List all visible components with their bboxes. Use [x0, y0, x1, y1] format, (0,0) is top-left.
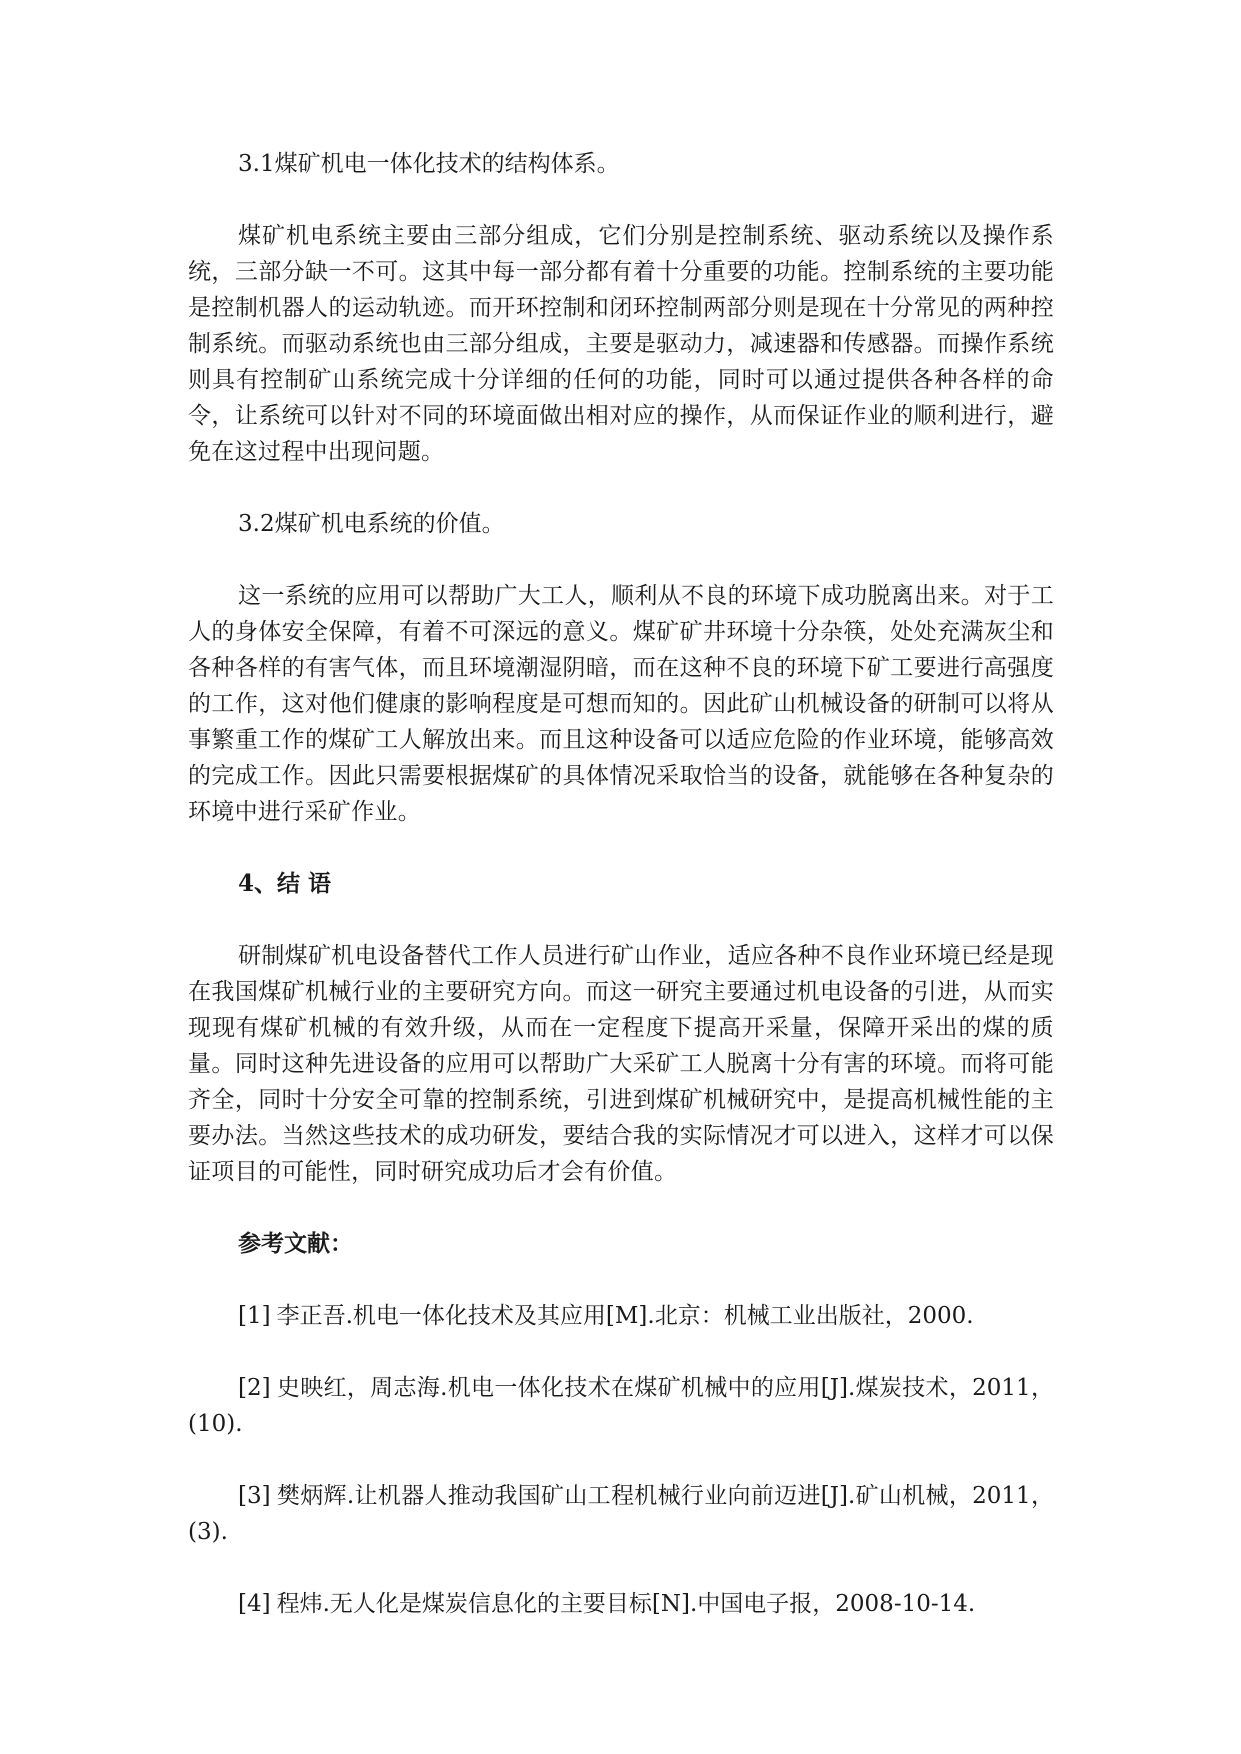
- reference-item: [188, 1478, 1054, 1550]
- reference-number: [1]: [238, 1303, 271, 1329]
- reference-item: [188, 1298, 1054, 1334]
- reference-text: 樊炳辉.让机器人推动我国矿山工程机械行业向前迈进[J].矿山机械，2011，(3).: [188, 1483, 1054, 1545]
- reference-text: 史映红，周志海.机电一体化技术在煤矿机械中的应用[J].煤炭技术，2011，(10).: [188, 1375, 1054, 1437]
- section-heading-3-2: 3.2煤矿机电系统的价值。: [238, 511, 505, 537]
- section-paragraph-3-2: 这一系统的应用可以帮助广大工人，顺利从不良的环境下成功脱离出来。对于工人的身体安全保障，有着不可深远的意义。煤矿矿井环境十分杂筷，处处充满灰尘和各种各样的有害气体，而且环境潮湿阴暗，而在这种不良的环境下矿工要进行高强度的工作，这对他们健康的影响程度是可想而知的。因此矿山机械设备的研制可以将从事繁重工作的煤矿工人解放出来。而且这种设备可以适应危险的作业环境，能够高效的完成工作。因此只需要根据煤矿的具体情况采取恰当的设备，就能够在各种复杂的环境中进行采矿作业。: [188, 583, 1054, 825]
- references-heading: 参考文献：: [238, 1230, 353, 1257]
- section-heading-3-1: 3.1煤矿机电一体化技术的结构体系。: [238, 151, 620, 177]
- reference-number: [2]: [238, 1375, 271, 1401]
- section-paragraph-conclusion: 研制煤矿机电设备替代工作人员进行矿山作业，适应各种不良作业环境已经是现在我国煤矿机械行业的主要研究方向。而这一研究主要通过机电设备的引进，从而实现现有煤矿机械的有效升级，从而在一定程度下提高开采量，保障开采出的煤的质量。同时这种先进设备的应用可以帮助广大采矿工人脱离十分有害的环境。而将可能齐全，同时十分安全可靠的控制系统，引进到煤矿机械研究中，是提高机械性能的主要办法。当然这些技术的成功研发，要结合我的实际情况才可以进入，这样才可以保证项目的可能性，同时研究成功后才会有价值。: [188, 943, 1054, 1185]
- section-paragraph-3-1: 煤矿机电系统主要由三部分组成，它们分别是控制系统、驱动系统以及操作系统，三部分缺一不可。这其中每一部分都有着十分重要的功能。控制系统的主要功能是控制机器人的运动轨迹。而开环控制和闭环控制两部分则是现在十分常见的两种控制系统。而驱动系统也由三部分组成，主要是驱动力，减速器和传感器。而操作系统则具有控制矿山系统完成十分详细的任何的功能，同时可以通过提供各种各样的命令，让系统可以针对不同的环境面做出相对应的操作，从而保证作业的顺利进行，避免在这过程中出现问题。: [188, 223, 1054, 465]
- reference-text: 程炜.无人化是煤炭信息化的主要目标[N].中国电子报，2008-10-14.: [276, 1591, 976, 1617]
- reference-number: [4]: [238, 1591, 271, 1617]
- reference-item: [188, 1586, 1054, 1622]
- reference-text: 李正吾.机电一体化技术及其应用[M].北京：机械工业出版社，2000.: [276, 1303, 974, 1329]
- reference-item: [188, 1370, 1054, 1442]
- document-body: [188, 146, 1054, 1658]
- section-heading-conclusion: 4、结 语: [238, 870, 332, 897]
- reference-number: [3]: [238, 1483, 271, 1509]
